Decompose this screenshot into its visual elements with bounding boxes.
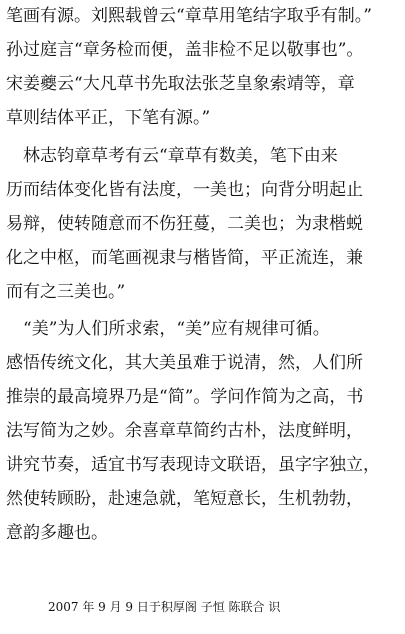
text-line: 历而结体变化皆有法度，一美也；向背分明起止 <box>6 180 363 200</box>
signature-line: 2007 年 9 月 9 日于积厚阁 子恒 陈联合 识 <box>48 600 281 614</box>
text-line: 而有之三美也。” <box>6 282 126 302</box>
text-line: “美”为人们所求索，“美”应有规律可循。 <box>6 319 330 339</box>
text-line: 感悟传统文化，其大美虽难于说清，然，人们所 <box>6 353 363 373</box>
text-line: 意韵多趣也。 <box>6 523 108 543</box>
text-line: 易辩，使转随意而不伤狂蔓，二美也；为隶楷蜕 <box>6 214 363 234</box>
text-line: 推崇的最高境界乃是“简”。学问作简为之高，书 <box>6 387 364 407</box>
text-line: 法写简为之妙。余喜章草简约古朴，法度鲜明， <box>6 421 363 441</box>
text-line: 讲究节奏，适宜书写表现诗文联语，虽字字独立， <box>6 455 380 475</box>
text-line: 笔画有源。刘熙载曾云“章草用笔结字取乎有制。” <box>6 6 372 26</box>
text-line: 化之中枢，而笔画视隶与楷皆简，平正流连，兼 <box>6 248 363 268</box>
text-line: 宋姜夔云“大凡草书先取法张芝皇象索靖等，章 <box>6 74 355 94</box>
text-line: 林志钧章草考有云“章草有数美，笔下由来 <box>6 146 338 166</box>
text-line: 草则结体平正，下笔有源。” <box>6 108 211 128</box>
text-line: 然使转顾盼，赴速急就，笔短意长，生机勃勃， <box>6 489 363 509</box>
text-line: 孙过庭言“章务检而便，盖非检不足以敬事也”。 <box>6 40 364 60</box>
